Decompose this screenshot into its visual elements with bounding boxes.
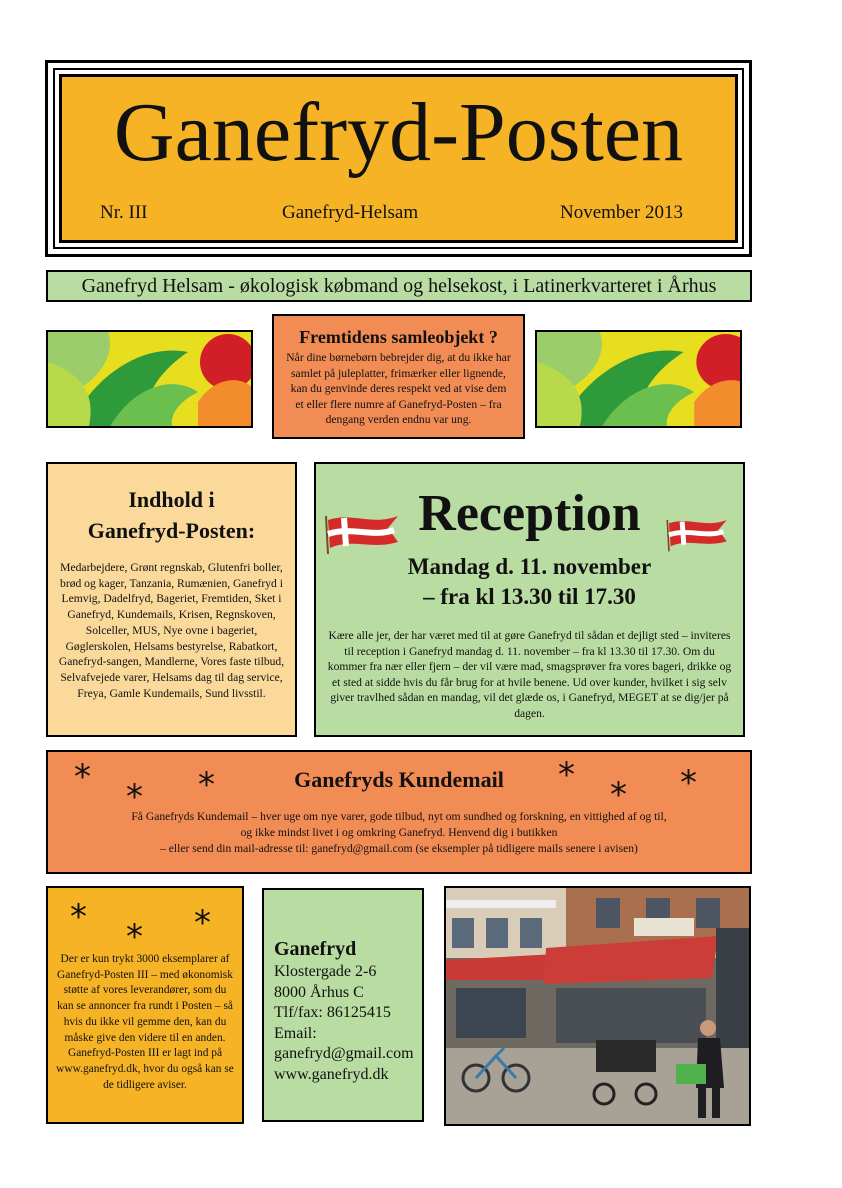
issue-date: November 2013	[560, 202, 683, 223]
contact-box	[262, 888, 424, 1122]
phone-number: Tlf/fax: 86125415	[274, 1004, 391, 1021]
website-link[interactable]: www.ganefryd.dk	[274, 1065, 389, 1083]
publisher-name: Ganefryd-Helsam	[282, 202, 419, 223]
shop-name: Ganefryd	[274, 938, 357, 960]
contents-list: Medarbejdere, Grønt regnskab, Glutenfri boller, brød og kager, Tanzania, Rumænien, Ganefryd i Lemvig, Dadelfryd, Bageriet, Fremtiden, Sket i Ganefryd, Kundemails, Krisen, Regnskoven, Solceller, MUS, Nye ovne i bageriet, Gøglerskolen, Helsams bestyrelse, Rabatkort, Ganefryd-sangen, Mandlerne, Vores faste tilbud, Selvafvejede varer, Helsams dag til dag service, Freya, Gamle Kundemails, Sund livsstil.	[58, 561, 285, 700]
contents-box	[46, 462, 297, 737]
customer-email-title: Ganefryds Kundemail	[294, 767, 504, 792]
reception-date-line1: Mandag d. 11. november	[407, 554, 652, 579]
collectible-notice-text: Når dine børnebørn bebrejder dig, at du ikke har samlet på juleplatter, frimærker eller lignende, kan du genvinde deres respekt ved at vise dem et eller flere numre af Ganefryd-Posten – fra dengang verden endnu var ung.	[286, 351, 511, 427]
danish-flag-icon-right	[664, 516, 730, 552]
contents-title-line2: Ganefryd-Posten:	[87, 518, 256, 543]
contents-title-line1: Indhold i	[128, 487, 215, 512]
star-icon: *	[610, 775, 627, 815]
email-link[interactable]: ganefryd@gmail.com	[274, 1045, 414, 1062]
star-icon: *	[558, 755, 575, 795]
star-icon: *	[126, 917, 143, 957]
issue-number: Nr. III	[100, 202, 148, 223]
star-icon: *	[74, 757, 91, 797]
star-icon: *	[198, 765, 215, 805]
customer-email-box	[46, 750, 752, 874]
email-label: Email:	[274, 1024, 317, 1042]
reception-text: Kære alle jer, der har været med til at gøre Ganefryd til sådan et dejligt sted – inviteres til reception i Ganefryd mandag d. 11. november – fra kl 13.30 til 17.30. Om du kommer fra nær eller fjern – der vil være mad, smagsprøver fra vores bageri, drikke og et sted at sidde hvis du får brug for at hvile benene. Ud over kunder, hvilket i sig selv giver travlhed sådan en mandag, vil det glæde os, i Ganefryd, MEGET at se dig/jer på dagen.	[327, 629, 732, 720]
storefront-photo	[444, 886, 751, 1126]
city-address: 8000 Århus C	[274, 983, 364, 1001]
tagline-banner: Ganefryd Helsam - økologisk købmand og helsekost, i Latinerkvarteret i Århus	[46, 270, 752, 302]
decorative-leaf-art-left	[46, 330, 253, 428]
danish-flag-icon-left	[322, 512, 402, 554]
customer-email-line1: Få Ganefryds Kundemail – hver uge om nye varer, gode tilbud, nyt om sundhed og forskning, en vittighed af og til,	[131, 810, 667, 823]
star-icon: *	[70, 897, 87, 937]
customer-email-line2: og ikke mindst livet i og omkring Ganefryd. Henvend dig i butikken	[240, 826, 558, 839]
reception-date	[316, 552, 743, 612]
newspaper-title: Ganefryd-Posten	[113, 86, 684, 179]
reception-date-line2: – fra kl 13.30 til 17.30	[423, 584, 636, 609]
reception-title: Reception	[418, 485, 641, 542]
print-run-note-text: Der er kun trykt 3000 eksemplarer af Ganefryd-Posten III – med økonomisk støtte af vores leverandører, som du kan se annoncer fra rundt i Posten – så hvis du ikke vil gemme den, kan du måske give den videre til en anden. Ganefryd-Posten III er lagt ind på www.ganefryd.dk, hvor du også kan se de tidligere aviser.	[56, 953, 234, 1091]
collectible-notice	[272, 314, 525, 439]
street-address: Klostergade 2-6	[274, 963, 377, 980]
customer-email-line3: – eller send din mail-adresse til: ganefryd@gmail.com (se eksempler på tidligere mails senere i avisen)	[160, 842, 638, 855]
decorative-leaf-art-right	[535, 330, 742, 428]
customer-email-text	[68, 809, 730, 857]
collectible-notice-title: Fremtidens samleobjekt ?	[299, 327, 498, 347]
star-icon: *	[680, 763, 697, 803]
star-icon: *	[194, 903, 211, 943]
star-icon: *	[126, 777, 143, 817]
print-run-note	[46, 886, 244, 1124]
reception-box	[314, 462, 745, 737]
